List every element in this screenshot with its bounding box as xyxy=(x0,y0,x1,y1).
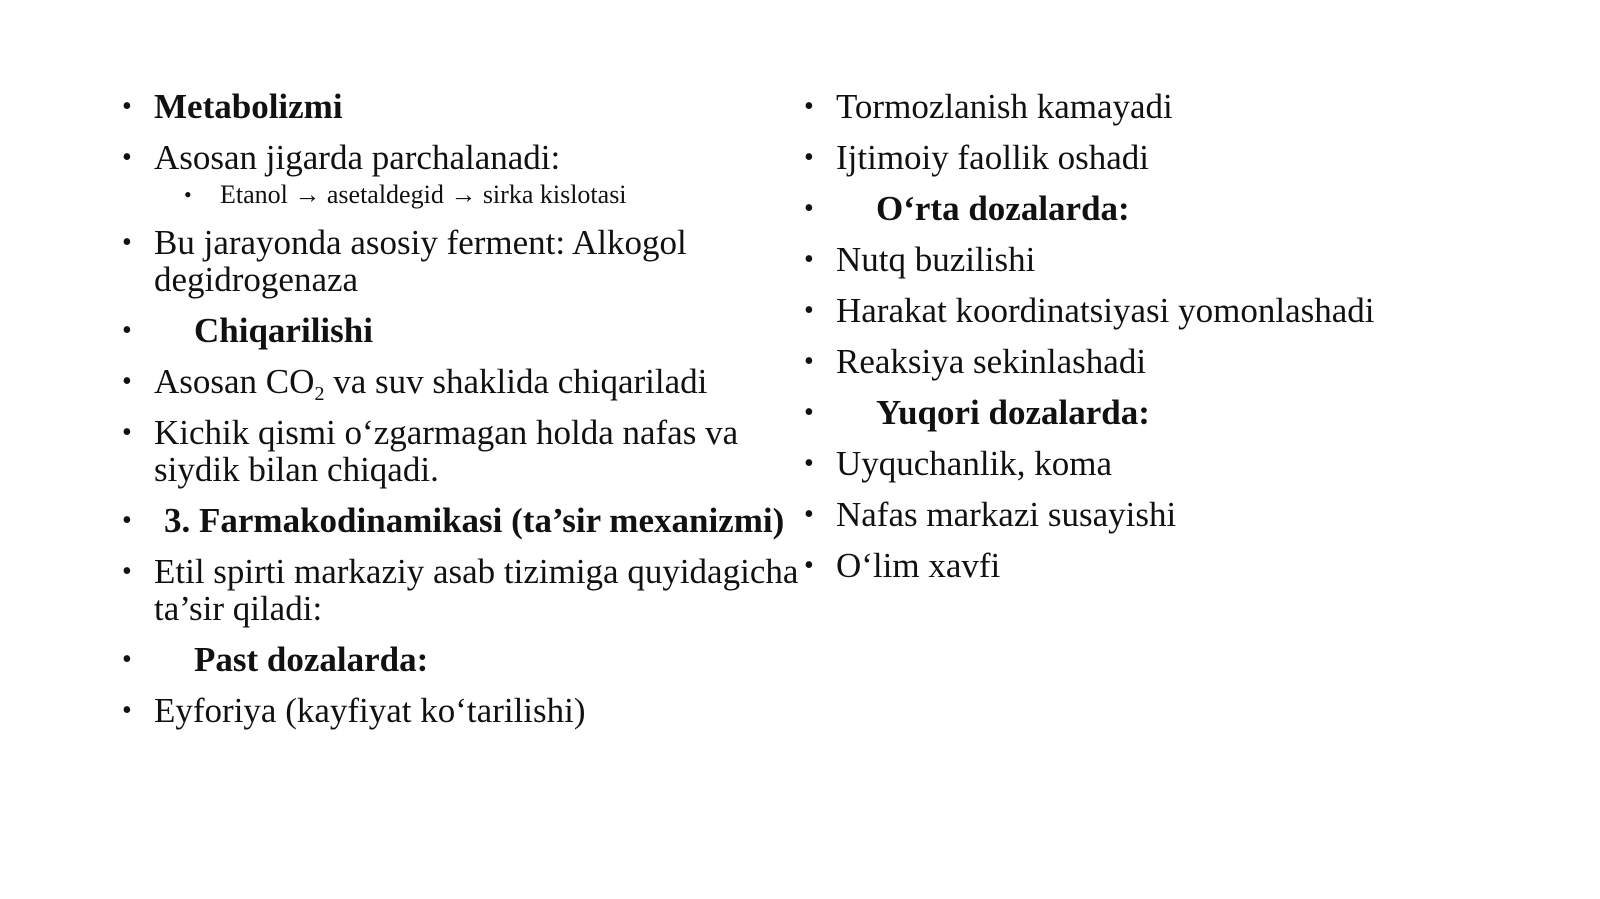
bullet-icon: • xyxy=(122,315,132,346)
list-item xyxy=(120,139,800,176)
sub-list-item xyxy=(120,180,800,210)
list-item xyxy=(802,394,1562,431)
list-item xyxy=(120,224,800,298)
bullet-icon: • xyxy=(122,556,132,587)
list-item xyxy=(802,241,1562,278)
list-item-text: O‘lim xavfi xyxy=(836,546,1001,585)
list-item xyxy=(120,502,800,539)
bullet-icon: • xyxy=(804,193,814,224)
heading-excretion: Chiqarilishi xyxy=(194,311,373,350)
list-item xyxy=(802,343,1562,380)
heading-metabolism: Metabolizmi xyxy=(154,87,343,126)
bullet-icon: • xyxy=(122,505,132,536)
heading-low-doses: Past dozalarda: xyxy=(194,640,429,679)
list-item-text xyxy=(154,362,708,405)
bullet-icon: • xyxy=(804,91,814,122)
list-item-text: Kichik qismi o‘zgarmagan holda nafas va siydik bilan chiqadi. xyxy=(154,413,739,489)
bullet-icon: • xyxy=(804,499,814,530)
list-item xyxy=(802,496,1562,533)
bullet-icon: • xyxy=(804,295,814,326)
bullet-icon: • xyxy=(804,550,814,581)
bullet-icon: • xyxy=(122,366,132,397)
list-item-text: Asosan jigarda parchalanadi: xyxy=(154,138,561,177)
list-item-text: Etil spirti markaziy asab tizimiga quyidagicha ta’sir qiladi: xyxy=(154,552,799,628)
list-item xyxy=(120,641,800,678)
co2-text-after: va suv shaklida chiqariladi xyxy=(324,362,708,401)
list-item-text: Tormozlanish kamayadi xyxy=(836,87,1173,126)
list-item-text: Ijtimoiy faollik oshadi xyxy=(836,138,1150,177)
bullet-icon: • xyxy=(122,695,132,726)
bullet-icon: • xyxy=(804,448,814,479)
bullet-icon: • xyxy=(804,244,814,275)
bullet-icon: • xyxy=(804,346,814,377)
list-item xyxy=(802,139,1562,176)
list-item-text: Harakat koordinatsiyasi yomonlashadi xyxy=(836,291,1375,330)
list-item xyxy=(120,553,800,627)
list-item xyxy=(802,547,1562,584)
list-item xyxy=(802,190,1562,227)
list-item-text: Reaksiya sekinlashadi xyxy=(836,342,1147,381)
list-item-text: Eyforiya (kayfiyat ko‘tarilishi) xyxy=(154,691,586,730)
sub-list-item-text: Etanol → asetaldegid → sirka kislotasi xyxy=(220,180,627,209)
list-item xyxy=(120,414,800,488)
list-item-text: Nutq buzilishi xyxy=(836,240,1036,279)
right-bullet-list xyxy=(802,88,1562,584)
list-item xyxy=(120,362,800,405)
list-item-text: Uyquchanlik, koma xyxy=(836,444,1113,483)
right-column xyxy=(802,88,1562,598)
list-item xyxy=(802,88,1562,125)
heading-high-doses: Yuqori dozalarda: xyxy=(876,393,1150,432)
co2-text: Asosan CO xyxy=(154,362,315,401)
list-item xyxy=(802,292,1562,329)
list-item-text: Bu jarayonda asosiy ferment: Alkogol degidrogenaza xyxy=(154,223,687,299)
heading-pharmacodynamics: 3. Farmakodinamikasi (ta’sir mexanizmi) xyxy=(164,501,785,540)
left-column xyxy=(120,88,800,743)
bullet-icon: • xyxy=(804,397,814,428)
co2-subscript: 2 xyxy=(314,383,325,405)
list-item xyxy=(120,88,800,125)
list-item xyxy=(120,312,800,349)
bullet-icon: • xyxy=(122,417,132,448)
heading-medium-doses: O‘rta dozalarda: xyxy=(876,189,1130,228)
bullet-icon: • xyxy=(122,91,132,122)
bullet-icon: • xyxy=(122,644,132,675)
left-bullet-list xyxy=(120,88,800,729)
list-item-text: Nafas markazi susayishi xyxy=(836,495,1177,534)
bullet-icon: • xyxy=(804,142,814,173)
list-item xyxy=(802,445,1562,482)
bullet-icon: • xyxy=(184,182,192,207)
bullet-icon: • xyxy=(122,227,132,258)
list-item xyxy=(120,692,800,729)
bullet-icon: • xyxy=(122,142,132,173)
